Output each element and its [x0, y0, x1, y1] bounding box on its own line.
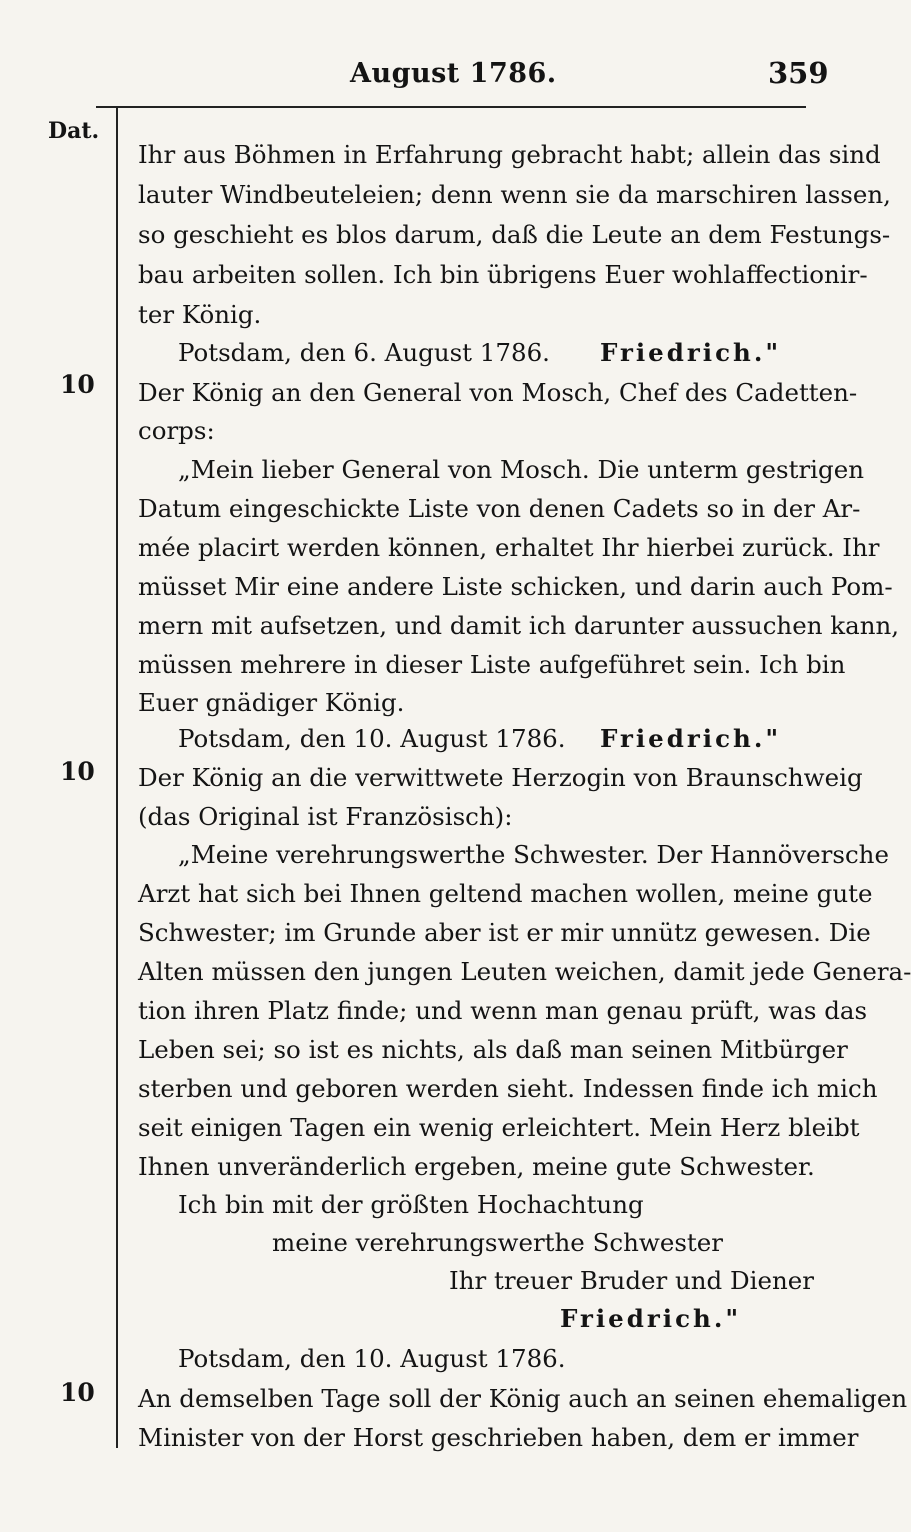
text-line: müsset Mir eine andere Liste schicken, und darin auch Pom-	[138, 572, 893, 601]
text-line: Arzt hat sich bei Ihnen geltend machen wollen, meine gute	[138, 879, 873, 908]
closing-place-date: Potsdam, den 10. August 1786.	[178, 724, 566, 753]
text-line: mern mit aufsetzen, und damit ich darunter aussuchen kann,	[138, 611, 900, 640]
text-line: Ihnen unveränderlich ergeben, meine gute Schwester.	[138, 1152, 815, 1181]
text-line: Datum eingeschickte Liste von denen Cadets so in der Ar-	[138, 494, 861, 523]
closing-place-date: Potsdam, den 6. August 1786.	[178, 338, 550, 367]
running-head: August 1786.	[350, 58, 557, 89]
text-line: müssen mehrere in dieser Liste aufgeführet sein. Ich bin	[138, 650, 846, 679]
text-line: „Meine verehrungswerthe Schwester. Der Hannöversche	[178, 840, 889, 869]
text-line: so geschieht es blos darum, daß die Leute an dem Festungs-	[138, 220, 891, 249]
closing-place-date: Potsdam, den 10. August 1786.	[178, 1344, 566, 1373]
text-line: Leben sei; so ist es nichts, als daß man seinen Mitbürger	[138, 1035, 848, 1064]
closing-line: meine verehrungswerthe Schwester	[272, 1228, 723, 1257]
letter-heading: Der König an den General von Mosch, Chef des Cadetten-	[138, 378, 858, 407]
text-line: tion ihren Platz finde; und wenn man genau prüft, was das	[138, 996, 868, 1025]
text-line: sterben und geboren werden sieht. Indessen finde ich mich	[138, 1074, 878, 1103]
margin-day: 10	[60, 370, 95, 399]
text-line: An demselben Tage soll der König auch an seinen ehemaligen	[138, 1384, 908, 1413]
text-line: ter König.	[138, 300, 262, 329]
page-number: 359	[768, 56, 829, 90]
text-line: mée placirt werden können, erhaltet Ihr hierbei zurück. Ihr	[138, 533, 880, 562]
closing-signature: Friedrich."	[560, 1304, 742, 1333]
text-line: Alten müssen den jungen Leuten weichen, damit jede Genera-	[138, 957, 911, 986]
margin-rule	[116, 108, 118, 1448]
margin-day: 10	[60, 1378, 95, 1407]
text-line: Schwester; im Grunde aber ist er mir unnütz gewesen. Die	[138, 918, 871, 947]
text-line: seit einigen Tagen ein wenig erleichtert. Mein Herz bleibt	[138, 1113, 860, 1142]
closing-line: Ihr treuer Bruder und Diener	[449, 1266, 814, 1295]
text-line: Ihr aus Böhmen in Erfahrung gebracht habt; allein das sind	[138, 140, 881, 169]
margin-column-label: Dat.	[48, 118, 100, 144]
closing-signature: Friedrich."	[600, 724, 782, 753]
letter-heading: (das Original ist Französisch):	[138, 802, 513, 831]
text-line: bau arbeiten sollen. Ich bin übrigens Euer wohlaffectionir-	[138, 260, 868, 289]
header-rule	[96, 106, 806, 108]
closing-line: Ich bin mit der größten Hochachtung	[178, 1190, 644, 1219]
text-line: „Mein lieber General von Mosch. Die unterm gestrigen	[178, 455, 864, 484]
text-line: Euer gnädiger König.	[138, 688, 405, 717]
letter-heading: Der König an die verwittwete Herzogin von Braunschweig	[138, 763, 863, 792]
margin-day: 10	[60, 757, 95, 786]
text-line: Minister von der Horst geschrieben haben, dem er immer	[138, 1423, 859, 1452]
text-line: lauter Windbeuteleien; denn wenn sie da marschiren lassen,	[138, 180, 891, 209]
closing-signature: Friedrich."	[600, 338, 782, 367]
letter-heading: corps:	[138, 416, 215, 445]
